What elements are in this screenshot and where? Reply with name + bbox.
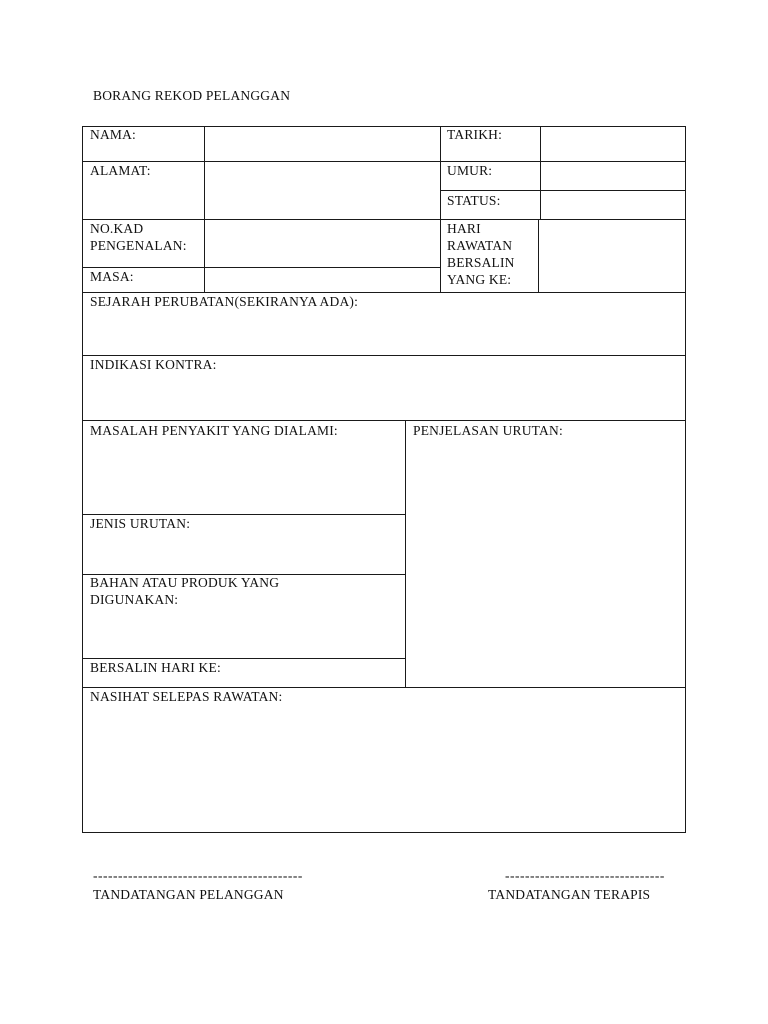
umur-field[interactable]: [541, 162, 685, 190]
label-bahan: BAHAN ATAU PRODUK YANG DIGUNAKAN:: [90, 575, 280, 607]
bahan-field[interactable]: [83, 612, 405, 658]
masa-field[interactable]: [205, 268, 440, 292]
label-penjelasan: PENJELASAN URUTAN:: [413, 423, 563, 438]
table-border-right: [685, 126, 686, 833]
divider: [82, 420, 686, 421]
label-jenis: JENIS URUTAN:: [90, 516, 191, 531]
label-indikasi: INDIKASI KONTRA:: [90, 357, 217, 372]
bersalin-field[interactable]: [220, 659, 405, 687]
penjelasan-field[interactable]: [406, 442, 685, 687]
status-field[interactable]: [541, 191, 685, 219]
label-masa: MASA:: [90, 269, 134, 284]
masalah-field[interactable]: [83, 442, 405, 514]
nasihat-field[interactable]: [83, 708, 685, 832]
alamat-field[interactable]: [205, 162, 440, 219]
form-title: BORANG REKOD PELANGGAN: [93, 88, 291, 103]
label-umur: UMUR:: [447, 163, 493, 178]
tarikh-field[interactable]: [541, 127, 685, 161]
label-hari-rawatan: HARI RAWATAN BERSALIN YANG KE:: [447, 221, 515, 287]
label-status: STATUS:: [447, 193, 501, 208]
label-nasihat: NASIHAT SELEPAS RAWATAN:: [90, 689, 283, 704]
indikasi-field[interactable]: [83, 375, 685, 420]
sejarah-field[interactable]: [83, 312, 685, 355]
label-bersalin: BERSALIN HARI KE:: [90, 660, 221, 675]
label-sejarah: SEJARAH PERUBATAN(SEKIRANYA ADA):: [90, 294, 359, 309]
customer-signature-line[interactable]: ------------------------------------------: [93, 868, 303, 883]
customer-signature-label: TANDATANGAN PELANGGAN: [93, 887, 284, 902]
nama-field[interactable]: [205, 127, 440, 161]
label-nama: NAMA:: [90, 127, 137, 142]
divider: [440, 126, 441, 293]
hari-rawatan-field[interactable]: [539, 220, 685, 292]
label-alamat: ALAMAT:: [90, 163, 151, 178]
therapist-signature-line[interactable]: --------------------------------: [505, 868, 665, 883]
table-border-bottom: [82, 832, 686, 833]
no-kad-field[interactable]: [205, 220, 440, 267]
label-no-kad: NO.KAD PENGENALAN:: [90, 221, 187, 253]
therapist-signature-label: TANDATANGAN TERAPIS: [488, 887, 651, 902]
label-masalah: MASALAH PENYAKIT YANG DIALAMI:: [90, 423, 338, 438]
jenis-field[interactable]: [83, 535, 405, 574]
label-tarikh: TARIKH:: [447, 127, 503, 142]
